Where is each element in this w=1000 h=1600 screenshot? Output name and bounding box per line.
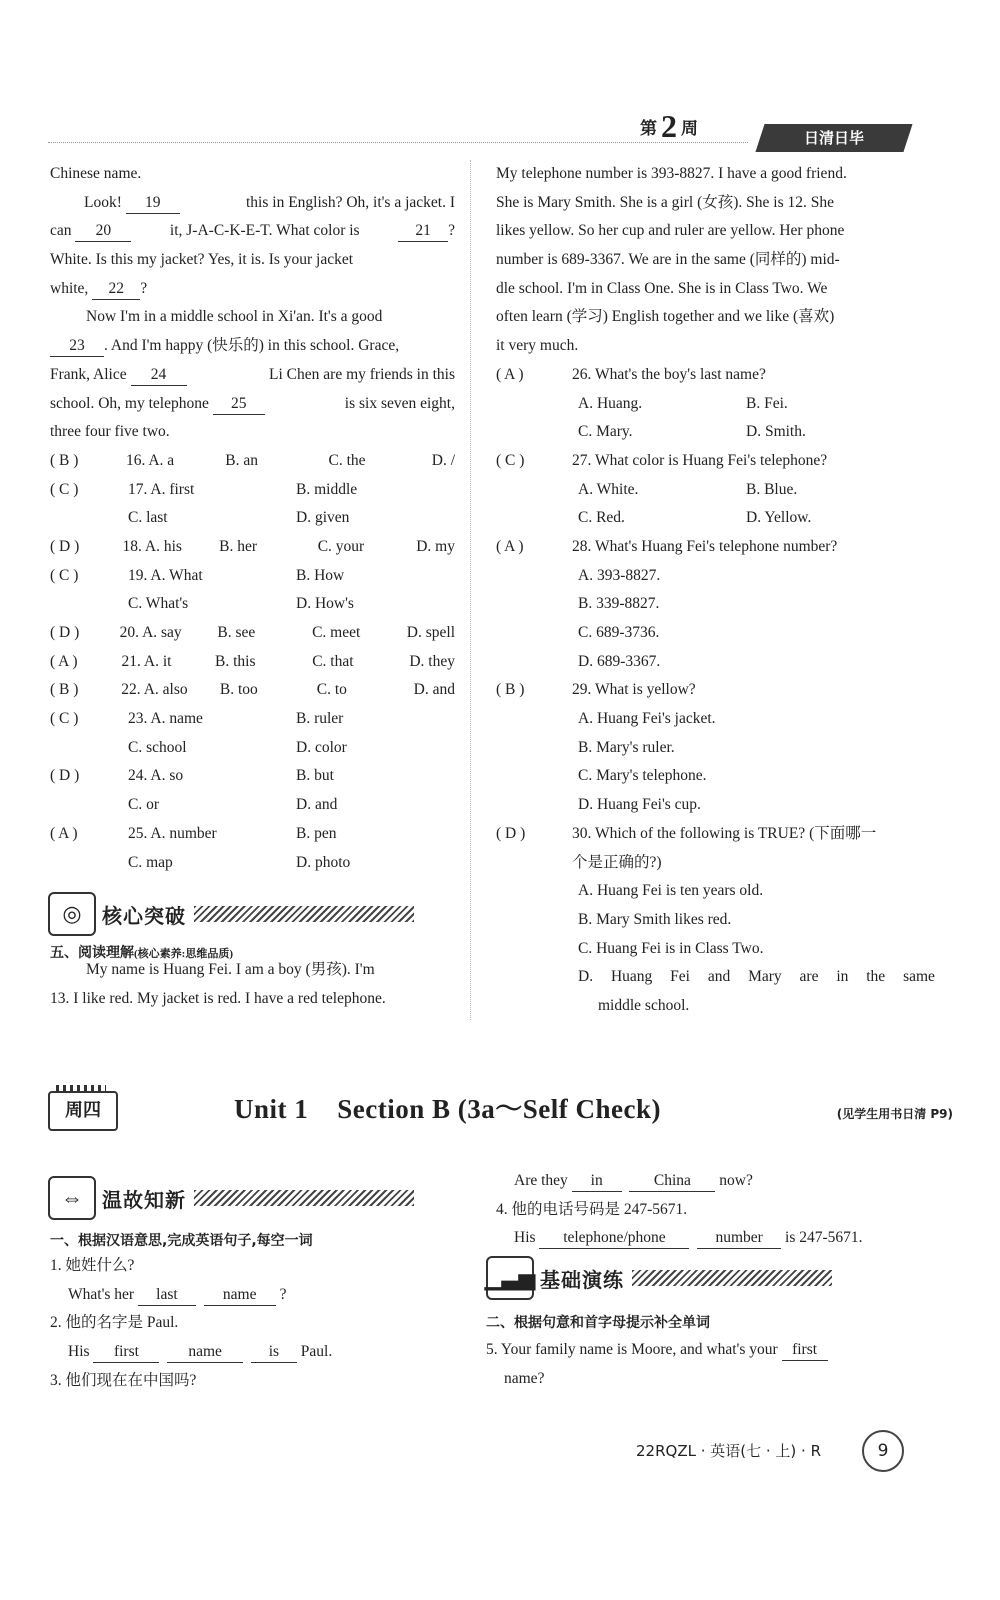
passage-line: Chinese name.	[50, 165, 142, 182]
arrows-icon: ⇔	[48, 1176, 96, 1220]
question-26-options: A. Huang. B. Fei.	[578, 394, 788, 412]
reading-passage: My name is Huang Fei. I am a boy (男孩). I'm 13. I like red. My jacket is red. I have a red telephone.	[50, 961, 386, 1007]
question-30: ( D ) 30. Which of the following is TRUE? (下面哪一	[496, 824, 877, 842]
core-section-header	[48, 892, 414, 936]
reading-heading: 五、阅读理解(核心素养:思维品质)	[50, 945, 233, 961]
passage-line: it very much.	[496, 337, 579, 355]
left-column	[50, 160, 455, 877]
passage-line: She is Mary Smith. She is a girl (女孩). She is 12. She	[496, 193, 834, 211]
item-en: His first name is Paul.	[50, 1338, 460, 1367]
option: D. Huang Fei and Mary are in the same	[578, 968, 935, 986]
week-suffix: 周	[681, 119, 698, 138]
passage-line: likes yellow. So her cup and ruler are yellow. Her phone	[496, 222, 845, 240]
question-23-cont: C. school D. color	[128, 738, 347, 756]
passage-line: can 20 it, J-A-C-K-E-T. What color is 21 ?	[50, 217, 455, 246]
passage-line: White. Is this my jacket? Yes, it is. Is your jacket	[50, 251, 354, 269]
basic-title: 基础演练	[540, 1267, 624, 1292]
question-21: ( A ) 21. A. it B. this C. that D. they	[50, 652, 455, 670]
item-cn: 1. 她姓什么?	[50, 1257, 135, 1274]
option: A. Huang Fei is ten years old.	[578, 882, 764, 900]
basic-section-header	[486, 1256, 832, 1300]
part2-items: 5. Your family name is Moore, and what's your first name?	[486, 1336, 906, 1393]
part1-heading: 一、根据汉语意思,完成英语句子,每空一词	[50, 1233, 313, 1249]
question-19: ( C ) 19. A. What B. How	[50, 566, 345, 584]
item-en: 5. Your family name is Moore, and what's your first	[486, 1336, 906, 1365]
blank-24: 24	[131, 365, 187, 386]
option: D. Huang Fei's cup.	[578, 796, 701, 814]
passage-line: Frank, Alice 24 Li Chen are my friends in this	[50, 361, 455, 390]
passage-line: three four five two.	[50, 423, 170, 441]
passage-line: My telephone number is 393-8827. I have a good friend.	[496, 165, 847, 182]
question-29: ( B ) 29. What is yellow?	[496, 681, 696, 699]
question-27: ( C ) 27. What color is Huang Fei's telephone?	[496, 451, 828, 469]
header-stripe	[194, 1190, 414, 1206]
item-cn: 3. 他们现在在中国吗?	[50, 1371, 197, 1389]
item-en: Are they in China now?	[496, 1167, 906, 1196]
question-20: ( D ) 20. A. say B. see C. meet D. spell	[50, 624, 455, 641]
question-16: ( B ) 16. A. a B. an C. the D. /	[50, 451, 455, 469]
item-en: What's her last name ?	[50, 1281, 460, 1310]
option: A. Huang Fei's jacket.	[578, 710, 716, 728]
header-stripe	[632, 1270, 832, 1286]
review-title: 温故知新	[102, 1187, 186, 1212]
unit-title: Unit 1 Section B (3a～Self Check)	[234, 1094, 661, 1124]
blank-22: 22	[92, 279, 140, 300]
bar-chart-icon: ▁▃▅	[486, 1256, 534, 1300]
banner-text: 日清日毕	[803, 129, 864, 147]
passage-line: 23 . And I'm happy (快乐的) in this school. Grace,	[50, 332, 455, 361]
header-stripe	[194, 906, 414, 922]
blank-20: 20	[75, 221, 131, 242]
passage-line: Now I'm in a middle school in Xi'an. It's a good	[86, 308, 383, 326]
item-en: His telephone/phone number is 247-5671.	[496, 1224, 906, 1253]
option: D. 689-3367.	[578, 652, 661, 670]
question-24-cont: C. or D. and	[128, 796, 338, 814]
part2-heading: 二、根据句意和首字母提示补全单词	[486, 1315, 710, 1331]
passage-line: white, 22 ?	[50, 275, 455, 304]
question-22: ( B ) 22. A. also B. too C. to D. and	[50, 681, 455, 699]
option-cont: middle school.	[598, 996, 690, 1014]
target-icon: ◎	[48, 892, 96, 936]
item-cn: 4. 他的电话号码是 247-5671.	[496, 1200, 688, 1218]
question-27-options: A. White. B. Blue.	[578, 480, 798, 498]
unit-note: (见学生用书日清 P9)	[836, 1107, 953, 1121]
footer-code: 22RQZL · 英语(七 · 上) · R	[636, 1442, 821, 1460]
option: A. 393-8827.	[578, 566, 661, 584]
part1-items	[50, 1252, 460, 1395]
page-number: 9	[862, 1430, 904, 1472]
week-number: 2	[661, 108, 677, 144]
option: B. Mary's ruler.	[578, 738, 675, 756]
passage-line: number is 689-3367. We are in the same (同样的) mid-	[496, 251, 840, 269]
week-prefix: 第	[640, 119, 657, 138]
question-17: ( C ) 17. A. first B. middle	[50, 480, 358, 498]
passage-line: Look! 19 this in English? Oh, it's a jacket. I	[50, 189, 455, 218]
blank-25: 25	[213, 394, 265, 415]
option: C. Mary's telephone.	[578, 767, 707, 785]
question-25-cont: C. map D. photo	[128, 853, 351, 871]
question-19-cont: C. What's D. How's	[128, 595, 354, 613]
blank-19: 19	[126, 193, 180, 214]
question-26: ( A ) 26. What's the boy's last name?	[496, 365, 766, 383]
option: C. Huang Fei is in Class Two.	[578, 939, 764, 957]
day-badge: 周四	[48, 1091, 118, 1131]
part1-items-cont	[496, 1167, 906, 1253]
question-17-cont: C. last D. given	[128, 509, 350, 527]
question-23: ( C ) 23. A. name B. ruler	[50, 710, 344, 728]
core-title: 核心突破	[102, 903, 186, 928]
option: B. 339-8827.	[578, 595, 660, 613]
option: B. Mary Smith likes red.	[578, 910, 732, 928]
right-column	[496, 160, 935, 1021]
blank-23: 23	[50, 336, 104, 357]
option: C. 689-3736.	[578, 624, 660, 641]
unit-title-row	[48, 1085, 953, 1135]
question-30-cont: 个是正确的?)	[572, 853, 662, 871]
blank-21: 21	[398, 221, 448, 242]
question-18: ( D ) 18. A. his B. her C. your D. my	[50, 537, 455, 555]
question-27-options: C. Red. D. Yellow.	[578, 509, 812, 527]
review-section-header	[48, 1176, 414, 1220]
column-divider	[470, 160, 471, 1020]
question-28: ( A ) 28. What's Huang Fei's telephone number?	[496, 537, 838, 555]
week-header	[640, 108, 698, 145]
passage-line: dle school. I'm in Class One. She is in Class Two. We	[496, 279, 828, 297]
daily-banner	[755, 124, 912, 152]
passage-line: often learn (学习) English together and we like (喜欢)	[496, 308, 835, 326]
item-cn: 2. 他的名字是 Paul.	[50, 1314, 179, 1332]
question-25: ( A ) 25. A. number B. pen	[50, 824, 337, 842]
question-24: ( D ) 24. A. so B. but	[50, 767, 334, 785]
question-26-options: C. Mary. D. Smith.	[578, 423, 806, 441]
passage-line: school. Oh, my telephone 25 is six seven eight,	[50, 390, 455, 419]
